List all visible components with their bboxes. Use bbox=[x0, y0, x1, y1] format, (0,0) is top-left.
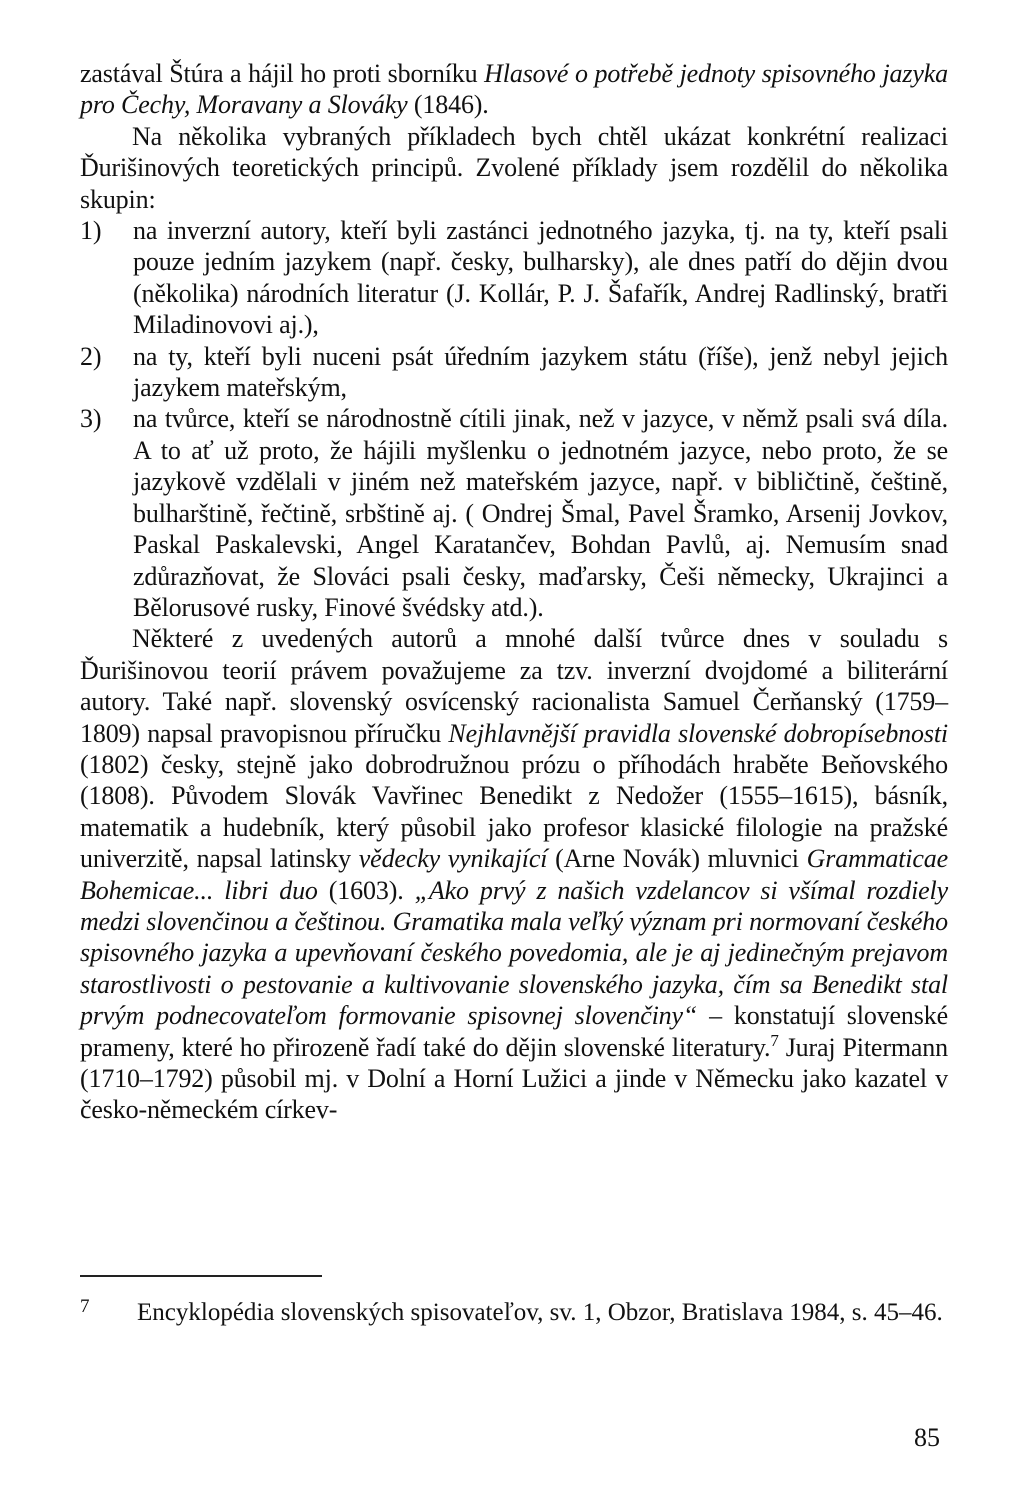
page-number: 85 bbox=[914, 1423, 940, 1452]
italic-title: Nejhlavnější pravidla slovenské dobropísebnosti bbox=[448, 718, 948, 748]
italic-phrase: vědecky vynikající bbox=[358, 844, 548, 874]
text-run: Některé z uvedených autorů a mnohé další tvůrce dnes v souladu s Ďurišinovou teorií právem považujeme za tzv. inverzní dvojdomé a biliterární autory. Také např. slovenský osvícenský racionalista Samuel Čerňanský (1759–1809) napsal pravopisnou příručku bbox=[80, 624, 948, 748]
footnote-reference[interactable]: 7 bbox=[770, 1030, 779, 1050]
footnote-divider bbox=[80, 1275, 322, 1277]
paragraph-intro-text: zastával Štúra a hájil ho proti sborníku bbox=[80, 59, 485, 88]
list-item-number: 3) bbox=[80, 404, 102, 434]
footnote bbox=[80, 1296, 948, 1330]
text-run: (1603). bbox=[317, 875, 415, 905]
list-item bbox=[80, 215, 948, 341]
footnote-mark: 7 bbox=[80, 1296, 90, 1317]
list-item-text: na tvůrce, kteří se národnostně cítili jinak, než v jazyce, v němž psali svá díla. A to ať už proto, že hájili myšlenku o jednotném jazyce, nebo proto, že se jazykově vzdělali v jiném než mateřském jazyce, např. v bibličtině, češtině, bulharštině, řečtině, srbštině aj. ( Ondrej Šmal, Pavel Šramko, Arsenij Jovkov, Paskal Paskalevski, Angel Karatančev, Bohdan Pavlů, aj. Nemusím snad zdůrazňovat, že Slováci psali česky, maďarsky, Češi německy, Ukrajinci a Bělorusové rusky, Finové švédsky atd.). bbox=[133, 404, 948, 622]
text-run: (1802) česky, stejně jako dobrodružnou prózu o příhodách hraběte Beňovského (1808). Původem Slovák Vavřinec Benedikt z Nedožer (1555–1615), básník, matematik a hudebník, který působil jako profesor klasické filologie na pražské univerzitě, napsal latinsky bbox=[80, 749, 948, 874]
paragraph-authors bbox=[80, 623, 948, 1126]
list-item-number: 1) bbox=[80, 216, 102, 246]
text-run: (Arne Novák) mluvnici bbox=[547, 844, 807, 874]
list-item bbox=[80, 403, 948, 623]
text-run: Juraj Pitermann (1710–1792) působil mj. v Dolní a Horní Lužici a jinde v Německu jako kazatel v česko-německém církev- bbox=[80, 1032, 948, 1125]
italic-quotation: „Ako prvý z našich vzdelancov si všímal rozdiely medzi slovenčinou a češtinou. Gramatika mala veľký význam pri normovaní českého spisovného jazyka a upevňovaní českého povedomia, ale je aj jedinečným prejavom starostlivosti o pestovanie a kultivovanie slovenského jazyka, čím sa Benedikt stal prvým podnecovateľom formovanie spisovnej slovenčiny“ bbox=[80, 875, 949, 1031]
work-title: Hlasové o potřebě jednoty spisovného jazyka pro Čechy, Moravany a Slováky bbox=[80, 59, 948, 120]
group-list bbox=[80, 215, 948, 623]
paragraph-examples: Na několika vybraných příkladech bych chtěl ukázat konkrétní realizaci Ďurišinových teoretických principů. Zvolené příklady jsem rozdělil do několika skupin: bbox=[80, 121, 948, 214]
paragraph-intro bbox=[80, 58, 948, 121]
page-body bbox=[80, 58, 948, 1126]
list-item-text: na inverzní autory, kteří byli zastánci jednotného jazyka, tj. na ty, kteří psali pouze jedním jazykem (např. česky, bulharsky), ale dnes patří do dějin dvou (několika) národních literatur (J. Kollár, P. J. Šafařík, Andrej Radlinský, bratři Miladinovovi aj.), bbox=[133, 216, 948, 340]
paragraph-intro-year: (1846). bbox=[407, 90, 489, 120]
list-item-number: 2) bbox=[80, 341, 102, 371]
italic-title: Grammaticae Bohemicae... libri duo bbox=[80, 844, 948, 905]
list-item-text: na ty, kteří byli nuceni psát úředním jazykem státu (říše), jenž nebyl jejich jazykem mateřským, bbox=[133, 341, 948, 403]
text-run: – konstatují slovenské prameny, které ho přirozeně řadí také do dějin slovenské literatury. bbox=[80, 1001, 948, 1062]
list-item bbox=[80, 341, 948, 404]
footnote-text: Encyklopédia slovenských spisovateľov, sv. 1, Obzor, Bratislava 1984, s. 45–46. bbox=[137, 1299, 943, 1326]
